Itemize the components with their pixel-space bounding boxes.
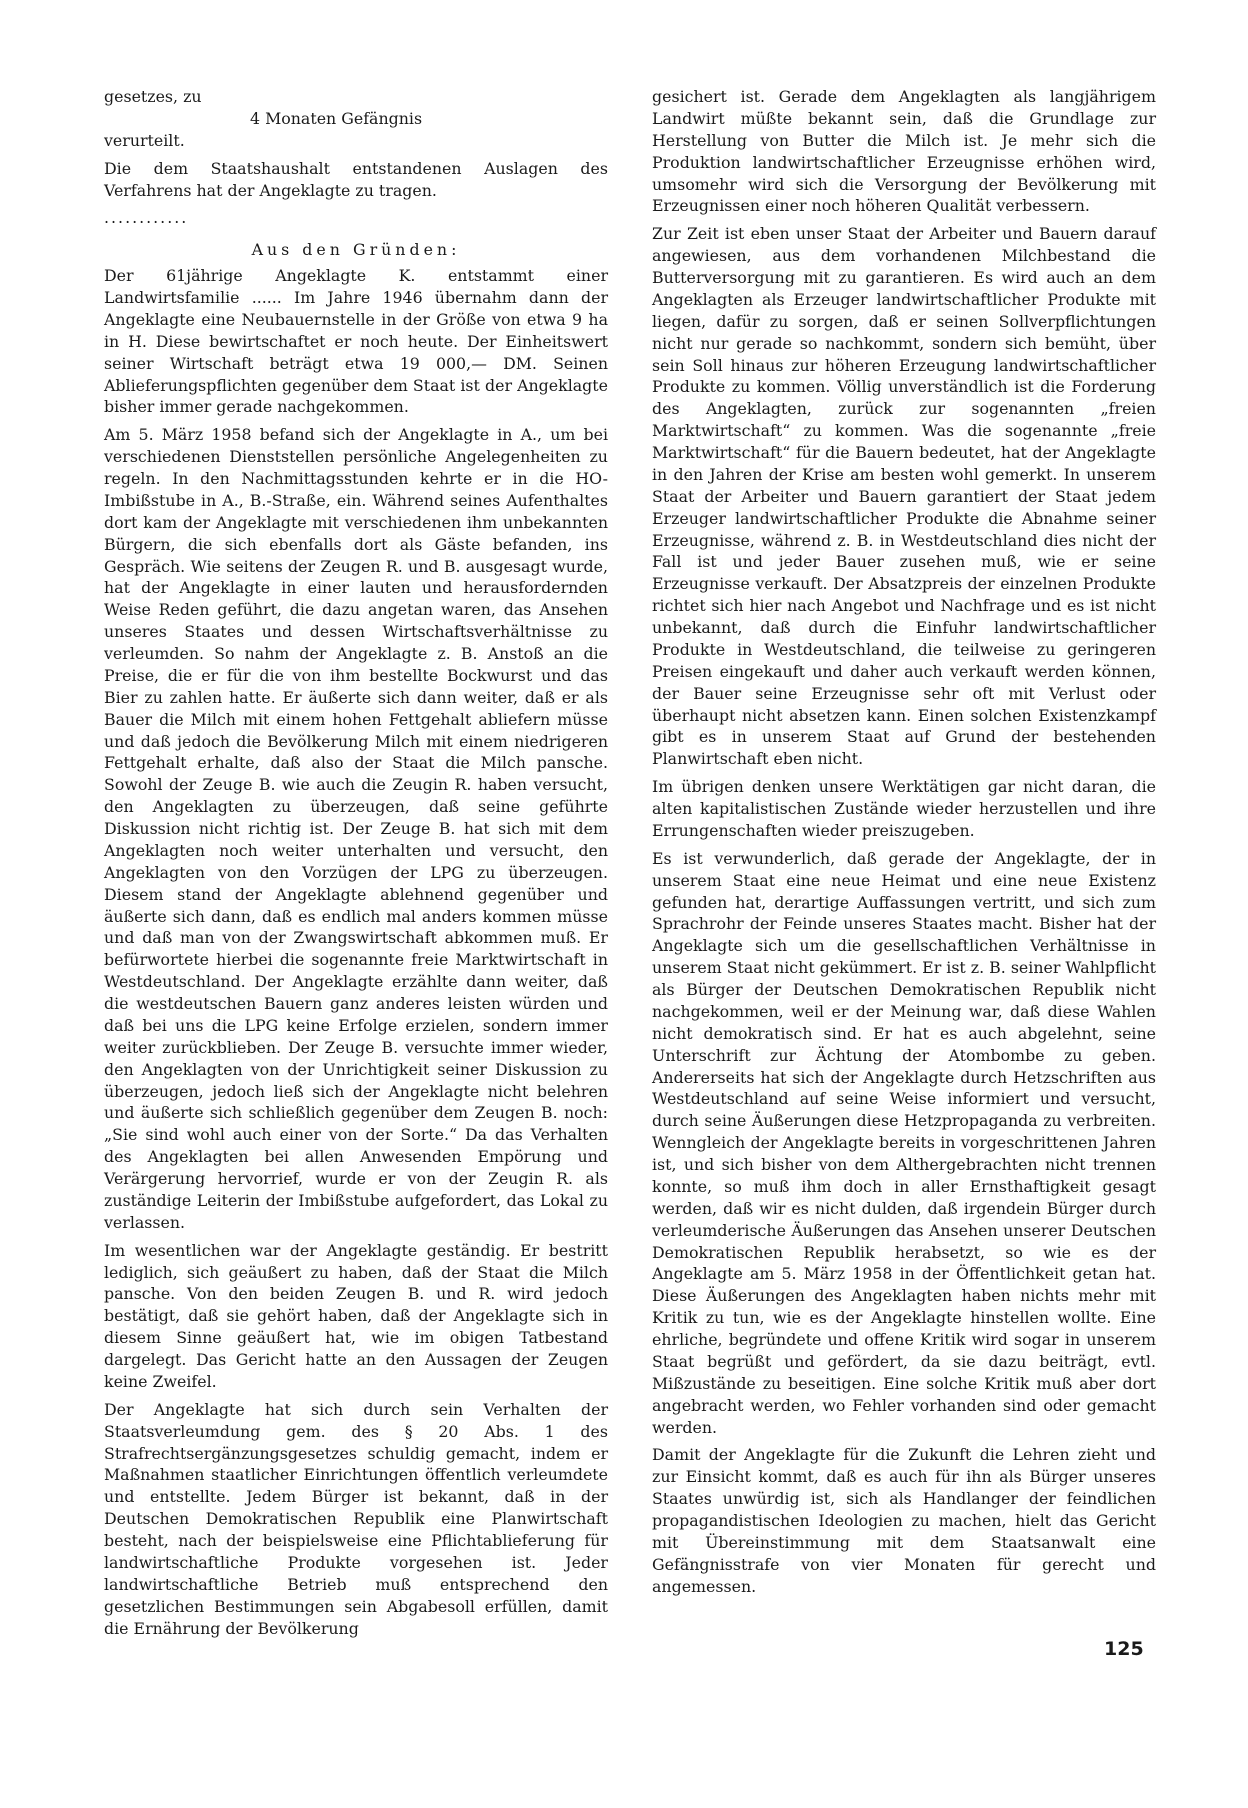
paragraph: gesichert ist. Gerade dem Angeklagten als langjährigem Landwirt müßte bekannt sein, daß die Grundlage zur Herstellung von Butter die Milch ist. Je mehr sich die Produktion landwirtschaftlicher Erzeugnisse erhöhen wird, umsomehr wird sich die Versorgung der Bevölkerung mit Erzeugnissen einer noch höheren Qualität verbessern. <box>652 87 1156 216</box>
paragraph: Im wesentlichen war der Angeklagte geständig. Er bestritt lediglich, sich geäußert zu haben, daß der Staat die Milch pansche. Von den beiden Zeugen B. und R. wird jedoch bestätigt, daß sie gehört haben, daß der Angeklagte sich in diesem Sinne geäußert hat, wie im obigen Tatbestand dargelegt. Das Gericht hatte an den Aussagen der Zeugen keine Zweifel. <box>104 1240 608 1391</box>
omission-dots: ............ <box>104 208 189 228</box>
paragraph: Es ist verwunderlich, daß gerade der Angeklagte, der in unserem Staat eine neue Heimat und eine neue Existenz gefunden hat, derartige Auffassungen vertritt, und sich zum Sprachrohr der Feinde unseres Staates macht. Bisher hat der Angeklagte sich um die gesellschaftlichen Verhältnisse in unserem Staat nicht gekümmert. Er ist z. B. seiner Wahlpflicht als Bürger der Deutschen Demokratischen Republik nicht nachgekommen, weil er der Meinung war, daß diese Wahlen nicht demokratisch sind. Er hat es auch abgelehnt, seine Unterschrift zur Ächtung der Atombombe zu geben. Andererseits hat sich der Angeklagte durch Hetzschriften aus Westdeutschland auf seine Weise informiert und versucht, durch seine Äußerungen diese Hetzpropaganda zu verbreiten. Wenngleich der Angeklagte bereits in vorgeschrittenen Jahren ist, und sich bisher von dem Althergebrachten nicht trennen konnte, so muß ihm doch in aller Ernsthaftigkeit gesagt werden, daß wir es nicht dulden, daß irgendein Bürger durch verleumderische Äußerungen das Ansehen unserer Deutschen Demokratischen Republik herabsetzt, so wie es der Angeklagte am 5. März 1958 in der Öffentlichkeit getan hat. Diese Äußerungen des Angeklagten haben nichts mehr mit Kritik zu tun, wie es der Angeklagte hinstellen wollte. Eine ehrliche, begründete und offene Kritik wird sogar in unserem Staat begrüßt und gefördert, da sie dazu beiträgt, evtl. Mißzustände zu beseitigen. Eine solche Kritik muß aber dort angebracht werden, wo Fehler vorhanden sind oder gemacht werden. <box>652 848 1156 1437</box>
paragraph: Im übrigen denken unsere Werktätigen gar nicht daran, die alten kapitalistischen Zustände wieder herzustellen und ihre Errungenschaften wieder preiszugeben. <box>652 777 1156 840</box>
page-number: 125 <box>1104 1638 1144 1660</box>
costs-paragraph: Die dem Staatshaushalt entstandenen Auslagen des Verfahrens hat der Angeklagte zu tragen. <box>104 158 608 200</box>
sentence-line: 4 Monaten Gefängnis <box>250 108 423 128</box>
section-heading: Aus den Gründen: <box>251 240 461 260</box>
paragraph: Am 5. März 1958 befand sich der Angeklagte in A., um bei verschiedenen Dienststellen persönliche Angelegenheiten zu regeln. In den Nachmittagsstunden kehrte er in die HO-Imbißstube in A., B.-Straße, ein. Während seines Aufenthaltes dort kam der Angeklagte mit verschiedenen ihm unbekannten Bürgern, die sich ebenfalls dort als Gäste befanden, ins Gespräch. Wie seitens der Zeugen R. und B. ausgesagt wurde, hat der Angeklagte in einer lauten und herausfordernden Weise Reden geführt, die dazu angetan waren, das Ansehen unseres Staates und dessen Wirtschaftsverhältnisse zu verleumden. So nahm der Angeklagte z. B. Anstoß an die Preise, die er für die von ihm bestellte Bockwurst und das Bier zu zahlen hatte. Er äußerte sich dann weiter, daß er als Bauer die Milch mit einem hohen Fettgehalt abliefern müsse und daß jedoch die Bevölkerung Milch mit einem niedrigeren Fettgehalt erhalte, daß also der Staat die Milch pansche. Sowohl der Zeuge B. wie auch die Zeugin R. haben versucht, den Angeklagten zu überzeugen, daß seine geführte Diskussion nicht richtig ist. Der Zeuge B. hat sich mit dem Angeklagten noch weiter unterhalten und versucht, den Angeklagten von den Vorzügen der LPG zu überzeugen. Diesem stand der Angeklagte ablehnend gegenüber und äußerte sich dann, daß es endlich mal anders kommen müsse und daß man von der Zwangswirtschaft abkommen muß. Er befürwortete hierbei die sogenannte freie Marktwirtschaft in Westdeutschland. Der Angeklagte erzählte dann weiter, daß die westdeutschen Bauern ganz anderes leisten würden und daß bei uns die LPG keine Erfolge erzielen, sondern immer weiter zurückblieben. Der Zeuge B. versuchte immer wieder, den Angeklagten von der Unrichtigkeit seiner Diskussion zu überzeugen, jedoch ließ sich der Angeklagte nicht belehren und äußerte sich schließlich gegenüber dem Zeugen B. noch: „Sie sind wohl auch einer von der Sorte.“ Da das Verhalten des Angeklagten bei allen Anwesenden Empörung und Verärgerung hervorrief, wurde er von der Zeugin R. als zuständige Leiterin der Imbißstube aufgefordert, das Lokal zu verlassen. <box>104 425 608 1232</box>
paragraph: Der Angeklagte hat sich durch sein Verhalten der Staatsverleumdung gem. des § 20 Abs. 1 des Strafrechtsergänzungsgesetzes schuldig gemacht, indem er Maßnahmen staatlicher Einrichtungen öffentlich verleumdete und entstellte. Jedem Bürger ist bekannt, daß in der Deutschen Demokratischen Republik eine Planwirtschaft besteht, nach der beispielsweise eine Pflichtablieferung für landwirtschaftliche Produkte vorgesehen ist. Jeder landwirtschaftliche Betrieb muß entsprechend den gesetzlichen Bestimmungen sein Abgabesoll erfüllen, damit die Ernährung der Bevölkerung <box>104 1399 608 1638</box>
verdict-end: verurteilt. <box>104 130 185 150</box>
paragraph: Der 61jährige Angeklagte K. entstammt einer Landwirtsfamilie ...... Im Jahre 1946 übernahm dann der Angeklagte eine Neubauernstelle in der Größe von etwa 9 ha in H. Diese bewirtschaftet er noch heute. Der Einheitswert seiner Wirtschaft beträgt etwa 19 000,— DM. Seinen Ablieferungspflichten gegenüber dem Staat ist der Angeklagte bisher immer gerade nachgekommen. <box>104 266 608 417</box>
paragraph: Damit der Angeklagte für die Zukunft die Lehren zieht und zur Einsicht kommt, daß es auch für ihn als Bürger unseres Staates unwürdig ist, sich als Handlanger der feindlichen propagandistischen Ideologien zu machen, hielt das Gericht mit Übereinstimmung mit dem Staatsanwalt eine Gefängnisstrafe von vier Monaten für gerecht und angemessen. <box>652 1445 1156 1596</box>
opening-line: gesetzes, zu <box>104 87 202 106</box>
paragraph: Zur Zeit ist eben unser Staat der Arbeiter und Bauern darauf angewiesen, aus dem vorhandenen Milchbestand die Butterversorgung mit zu garantieren. Es wird auch an dem Angeklagten als Erzeuger landwirtschaftlicher Produkte mit liegen, dafür zu sorgen, daß er seinen Sollverpflichtungen nicht nur gerade so nachkommt, sondern sich bemüht, über sein Soll hinaus zur höheren Erzeugung landwirtschaftlicher Produkte zu kommen. Völlig unverständlich ist die Forderung des Angeklagten, zurück zur sogenannten „freien Marktwirtschaft“ zu kommen. Was die sogenannte „freie Marktwirtschaft“ für die Bauern bedeutet, hat der Angeklagte in den Jahren der Krise am besten wohl gemerkt. In unserem Staat der Arbeiter und Bauern garantiert der Staat jedem Erzeuger landwirtschaftlicher Produkte die Abnahme seiner Erzeugnisse, während z. B. in Westdeutschland dies nicht der Fall ist und jeder Bauer zusehen muß, wie er seine Erzeugnisse verkauft. Der Absatzpreis der einzelnen Produkte richtet sich hier nach Angebot und Nachfrage und es ist nicht unbekannt, daß durch die Einfuhr landwirtschaftlicher Produkte in Westdeutschland, die teilweise zu geringeren Preisen eingekauft und daher auch verkauft werden können, der Bauer seine Erzeugnisse sehr oft mit Verlust oder überhaupt nicht absetzen kann. Einen solchen Existenzkampf gibt es in unserem Staat auf Grund der bestehenden Planwirtschaft eben nicht. <box>652 224 1156 769</box>
left-column <box>104 86 608 1645</box>
right-column <box>652 86 1156 1604</box>
